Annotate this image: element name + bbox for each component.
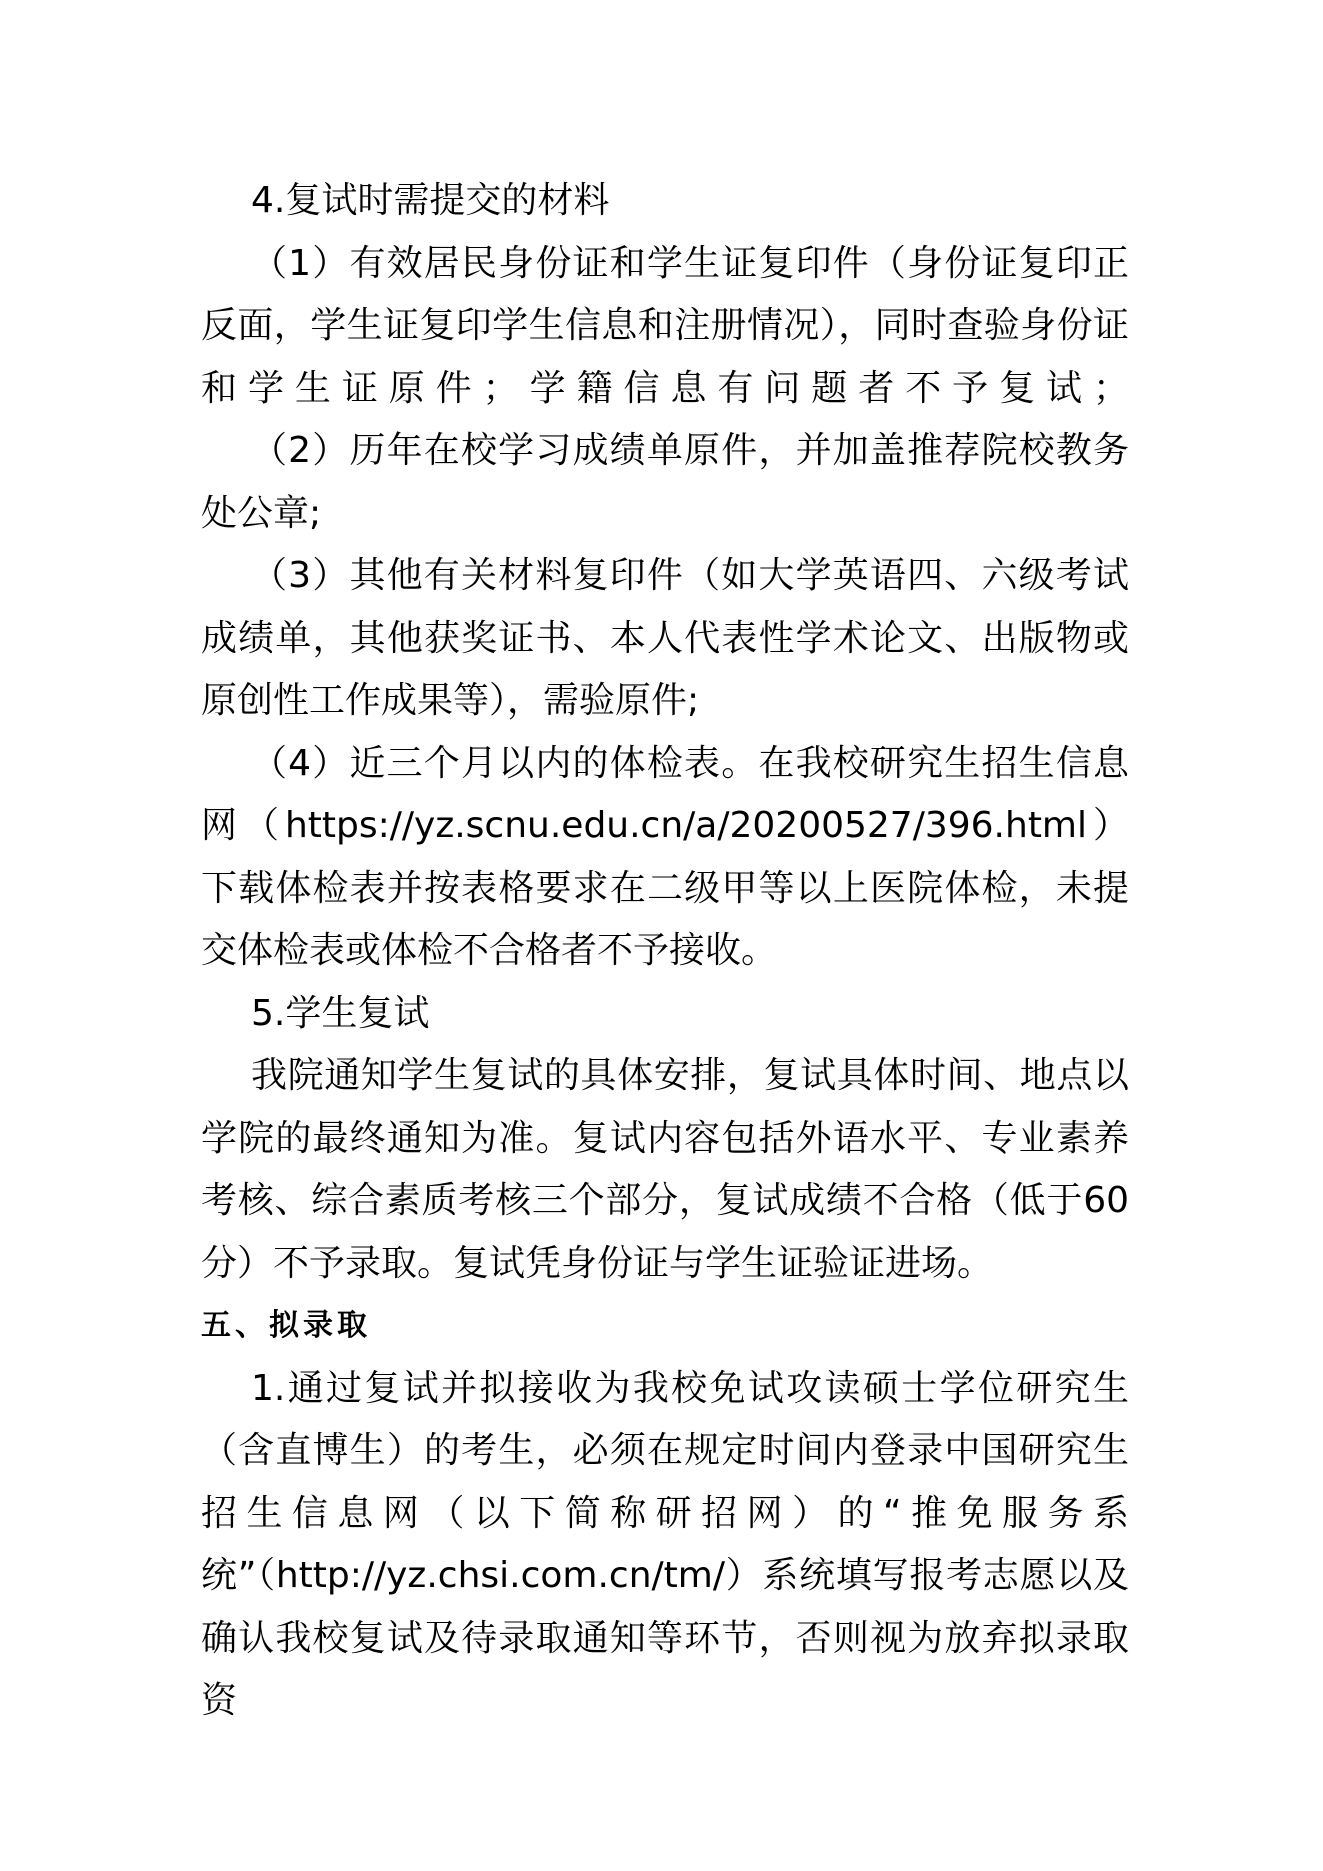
item5-heading: 5.学生复试 (251, 992, 430, 1034)
item4-paragraph-2: （2）历年在校学习成绩单原件，并加盖推荐院校教务处公章; (201, 430, 1129, 534)
item4-paragraph-1: （1）有效居民身份证和学生证复印件（身份证复印正反面，学生证复印学生信息和注册情况），同时查验身份证和学生证原件；学籍信息有问题者不予复试； (201, 242, 1129, 409)
item4-paragraph-3: （3）其他有关材料复印件（如大学英语四、六级考试成绩单，其他获奖证书、本人代表性学术论文、出版物或原创性工作成果等），需验原件; (201, 555, 1129, 721)
item5-paragraph: 我院通知学生复试的具体安排，复试具体时间、地点以学院的最终通知为准。复试内容包括外语水平、专业素养考核、综合素质考核三个部分，复试成绩不合格（低于60分）不予录取。复试凭身份证与学生证验证进场。 (201, 1055, 1129, 1284)
section-5-paragraph-1: 1.通过复试并拟接收为我校免试攻读硕士学位研究生（含直博生）的考生，必须在规定时间内登录中国研究生招生信息网（以下简称研招网）的“推免服务系统”（http://yz.chsi.com.cn/tm/）系统填写报考志愿以及确认我校复试及待录取通知等环节，否则视为放弃拟录取资 (201, 1367, 1129, 1721)
document-body (201, 170, 1129, 1733)
item4-heading: 4.复试时需提交的材料 (251, 180, 610, 221)
item4-paragraph-4: （4）近三个月以内的体检表。在我校研究生招生信息网（https://yz.scnu.edu.cn/a/20200527/396.html）下载体检表并按表格要求在二级甲等以上医院体检，未提交体检表或体检不合格者不予接收。 (201, 742, 1129, 971)
section-5-heading: 五、拟录取 (201, 1308, 371, 1343)
